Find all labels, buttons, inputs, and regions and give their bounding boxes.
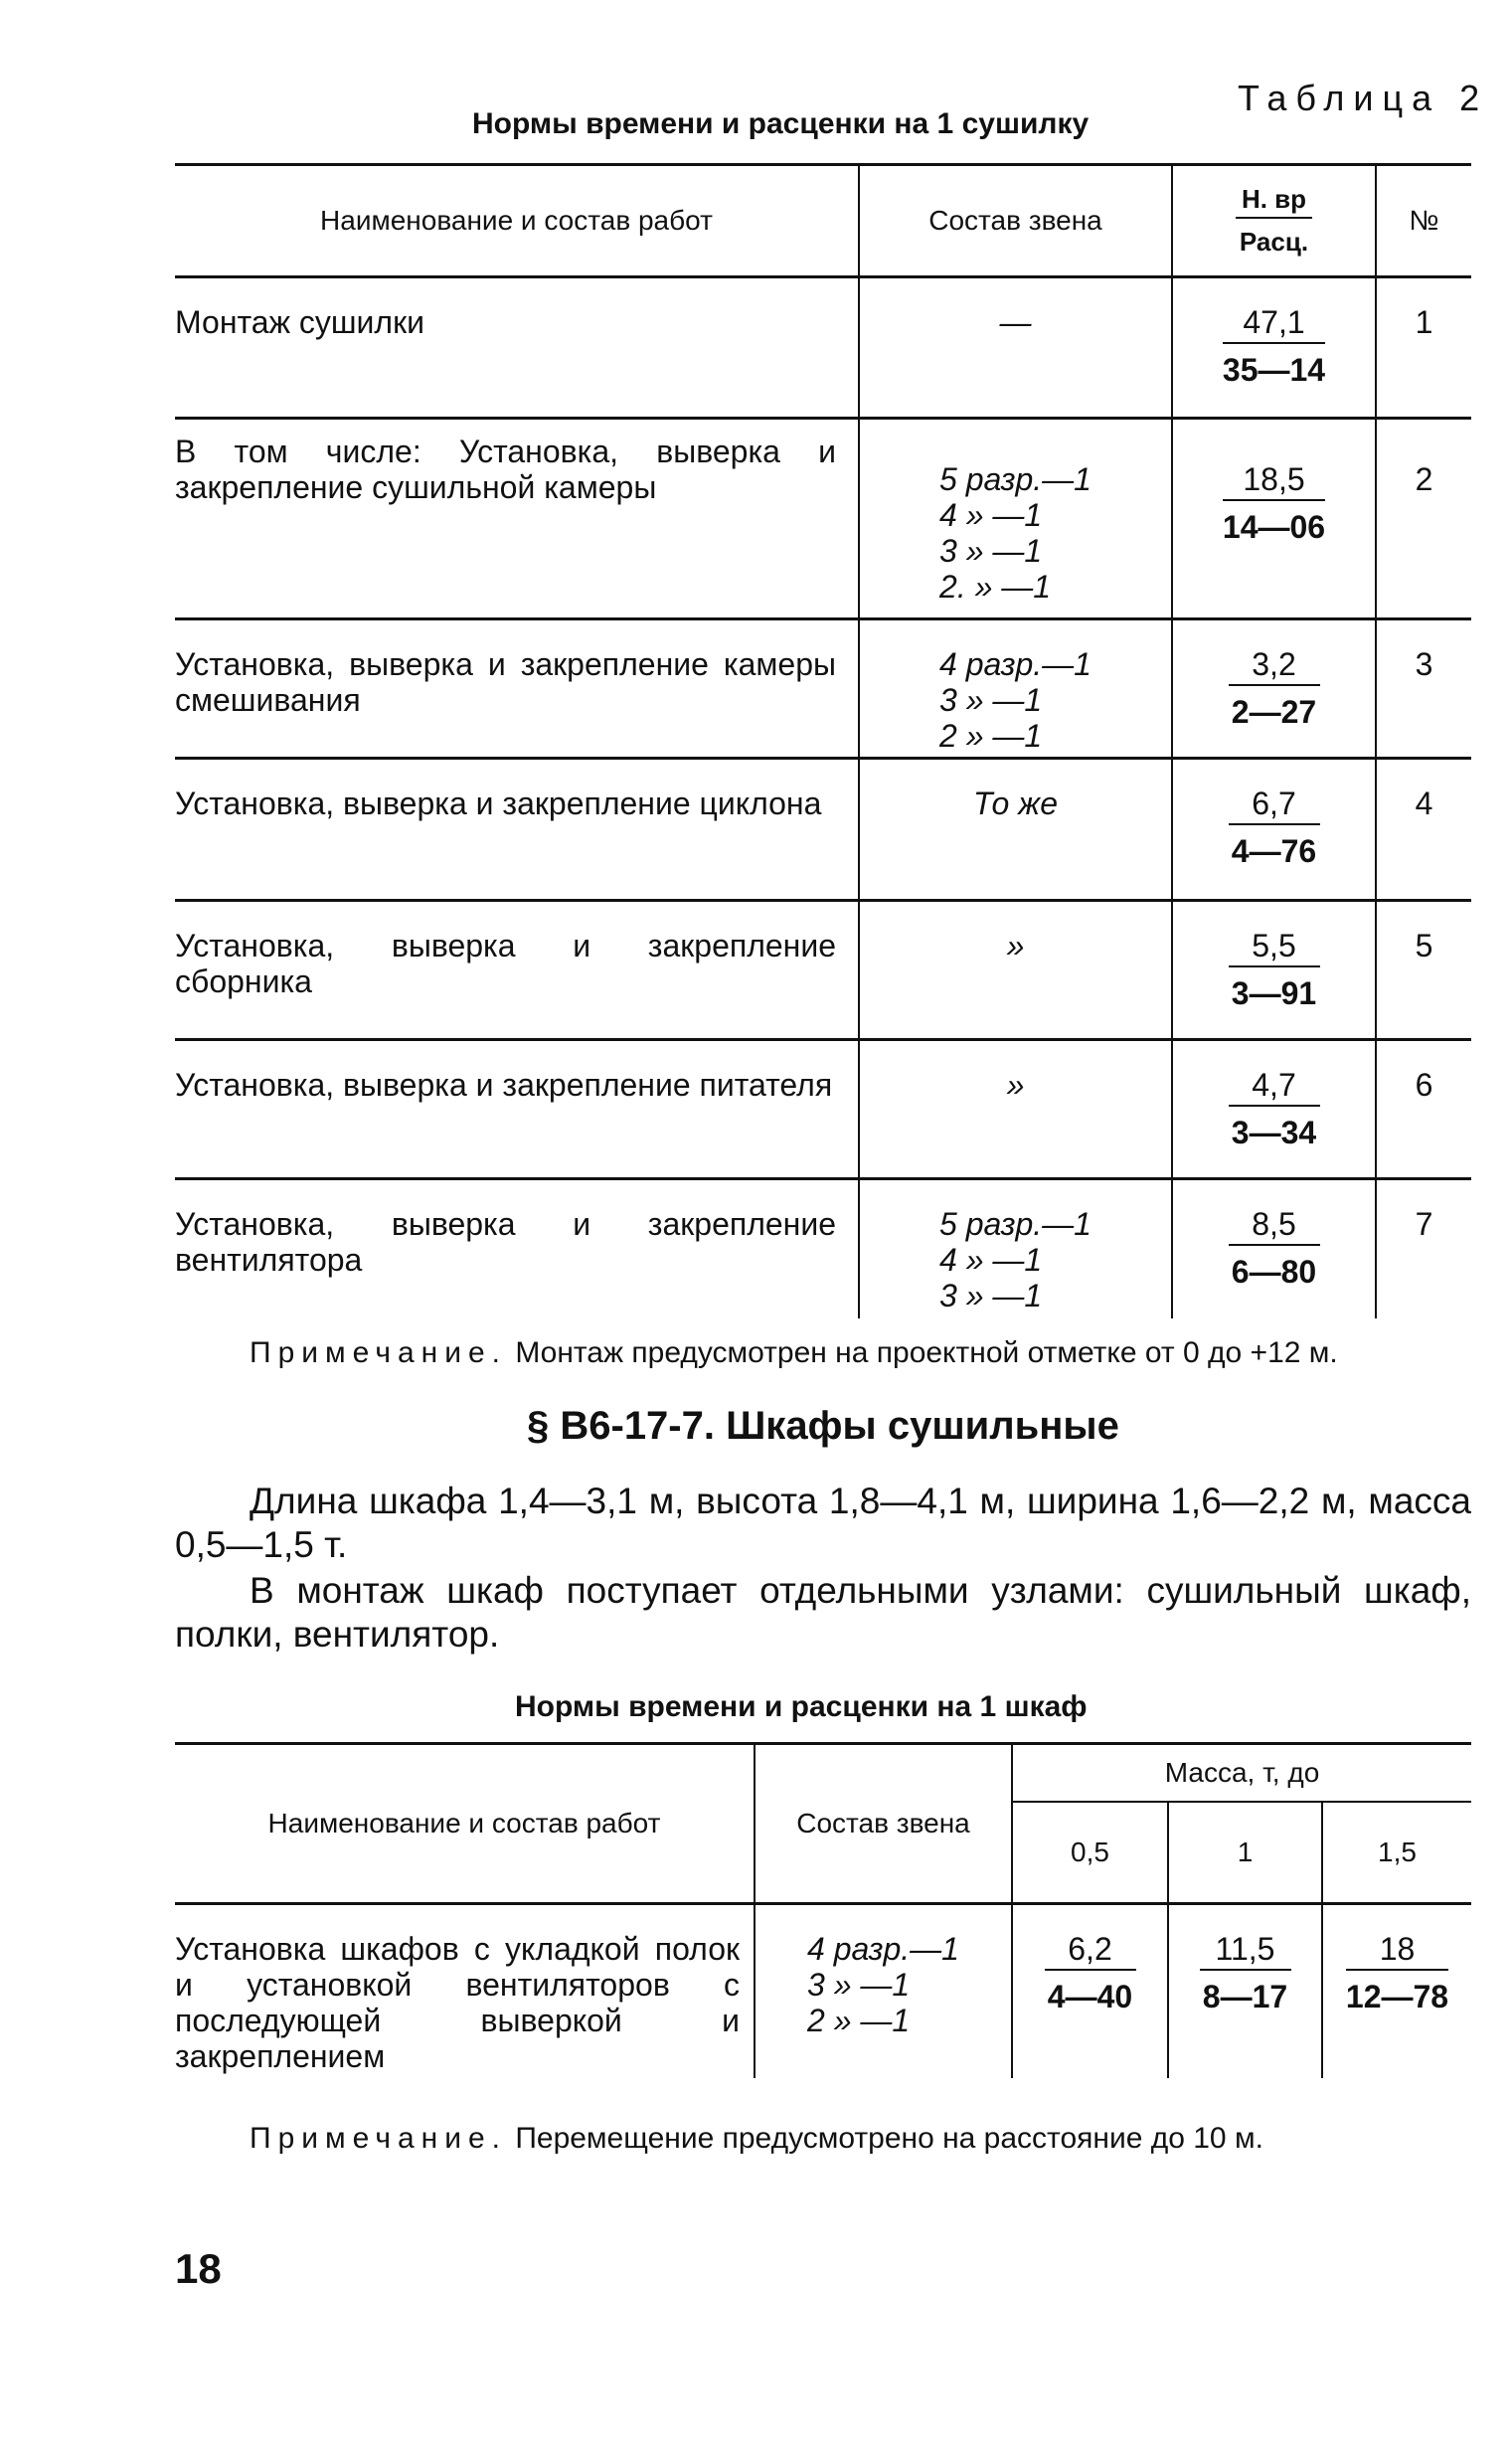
crew-line: 2. » —1 [939,569,1052,605]
crew-line: 5 разр.—1 [939,461,1092,497]
section-paragraph-delivery: В монтаж шкаф поступает отдельными узлами: сушильный шкаф, полки, вентилятор. [175,1570,1471,1655]
header-norm-bottom: Расц. [1239,227,1309,257]
rate-value: 35—14 [1222,352,1326,388]
crew-line: 5 разр.—1 [939,1206,1092,1242]
norm-value: 4,7 [1229,1067,1320,1107]
crew-line: 3 » —1 [807,1967,911,2003]
table-row [175,419,1471,619]
rate-value: 4—76 [1231,833,1317,869]
crew-line: 3 » —1 [939,533,1043,569]
rate-value: 12—78 [1345,1979,1449,2014]
header-crew: Состав звена [755,1744,1012,1904]
rate-value: 3—34 [1231,1115,1317,1150]
crew-line: 4 » —1 [939,497,1043,533]
row-crew: То же [859,759,1172,901]
rate-value: 6—80 [1231,1254,1317,1290]
norm-value: 11,5 [1200,1931,1291,1971]
header-mass: Масса, т, до [1012,1744,1471,1803]
section-paragraph-dimensions: Длина шкафа 1,4—3,1 м, высота 1,8—4,1 м, ширина 1,6—2,2 м, масса 0,5—1,5 т. [175,1481,1471,1565]
row-work: Установка шкафов с укладкой полок и установкой вентиляторов с последующей выверкой и закреплением [175,1931,740,2074]
row-num: 6 [1376,1040,1471,1179]
row-work: В том числе: Установка, выверка и закрепление сушильной камеры [175,419,859,619]
rate-value: 14—06 [1222,509,1326,545]
table1 [175,163,1471,1318]
row-num: 4 [1376,759,1471,901]
table2-header-row [175,1744,1471,1803]
crew-line: 3 » —1 [939,1278,1043,1313]
row-norm [1172,619,1376,759]
table-label: Таблица 2 [1238,78,1489,118]
row-work: Установка, выверка и закрепление циклона [175,759,859,901]
table-row [175,619,1471,759]
table-row [175,759,1471,901]
header-mass-1-5: 1,5 [1322,1802,1471,1904]
rate-value: 3—91 [1231,975,1317,1011]
header-mass-1: 1 [1168,1802,1322,1904]
norm-value: 18,5 [1223,461,1325,501]
row-norm [1172,901,1376,1040]
header-mass-0-5: 0,5 [1012,1802,1168,1904]
crew-line: 3 » —1 [939,682,1043,718]
norm-value: 18 [1346,1931,1448,1971]
crew-line: 4 разр.—1 [807,1931,959,1967]
row-norm [1172,419,1376,619]
row-value-1 [1168,1904,1322,2078]
table2 [175,1742,1471,2078]
norm-value: 6,2 [1045,1931,1136,1971]
row-crew [859,619,1172,759]
header-work: Наименование и состав работ [175,165,859,277]
row-num: 7 [1376,1179,1471,1318]
row-norm [1172,759,1376,901]
crew-line: 4 разр.—1 [939,646,1092,682]
page-number: 18 [175,2245,222,2292]
row-crew [859,419,1172,619]
row-work: Монтаж сушилки [175,277,859,419]
norm-value: 3,2 [1229,646,1320,686]
row-num: 1 [1376,277,1471,419]
row-work: Установка, выверка и закрепление питателя [175,1040,859,1179]
row-num: 3 [1376,619,1471,759]
row-work: Установка, выверка и закрепление камеры смешивания [175,619,859,759]
table1-caption: Нормы времени и расценки на 1 сушилку [472,107,1090,140]
table-row [175,1179,1471,1318]
rate-value: 8—17 [1202,1979,1288,2014]
norm-value: 5,5 [1229,928,1320,967]
norm-value: 47,1 [1223,304,1325,344]
table-row [175,277,1471,419]
norm-value: 6,7 [1229,786,1320,825]
table1-header-row [175,165,1471,277]
row-crew [859,1179,1172,1318]
row-num: 2 [1376,419,1471,619]
row-work: Установка, выверка и закрепление вентилятора [175,1206,836,1278]
header-num: № [1376,165,1471,277]
header-norm-top: Н. вр [1236,184,1312,219]
row-work: Установка, выверка и закрепление сборника [175,901,859,1040]
header-norm [1172,165,1376,277]
crew-line: 2 » —1 [939,718,1043,754]
row-norm [1172,277,1376,419]
row-crew [755,1904,1012,2078]
row-crew: » [859,901,1172,1040]
header-crew: Состав звена [859,165,1172,277]
table-row [175,1040,1471,1179]
row-value-1-5 [1322,1904,1471,2078]
crew-line: 2 » —1 [807,2003,911,2038]
section-title: § В6-17-7. Шкафы сушильные [527,1404,1119,1448]
table2-note [250,2122,1263,2156]
table-row [175,901,1471,1040]
crew-line: 4 » —1 [939,1242,1043,1278]
note-text: Перемещение предусмотрено на расстояние до 10 м. [506,2122,1263,2155]
table2-caption: Нормы времени и расценки на 1 шкаф [515,1690,1088,1723]
crew-line: — [999,304,1032,340]
row-crew [859,277,1172,419]
table-row [175,1904,1471,2078]
norm-value: 8,5 [1229,1206,1320,1246]
row-norm [1172,1040,1376,1179]
row-norm [1172,1179,1376,1318]
rate-value: 4—40 [1047,1979,1133,2014]
table1-note [250,1336,1338,1370]
note-text: Монтаж предусмотрен на проектной отметке от 0 до +12 м. [506,1336,1338,1369]
row-crew: » [859,1040,1172,1179]
header-work: Наименование и состав работ [175,1744,755,1904]
rate-value: 2—27 [1231,694,1317,730]
note-label: Примечание. [250,1336,507,1369]
row-num: 5 [1376,901,1471,1040]
note-label: Примечание. [250,2122,507,2155]
row-value-0-5 [1012,1904,1168,2078]
